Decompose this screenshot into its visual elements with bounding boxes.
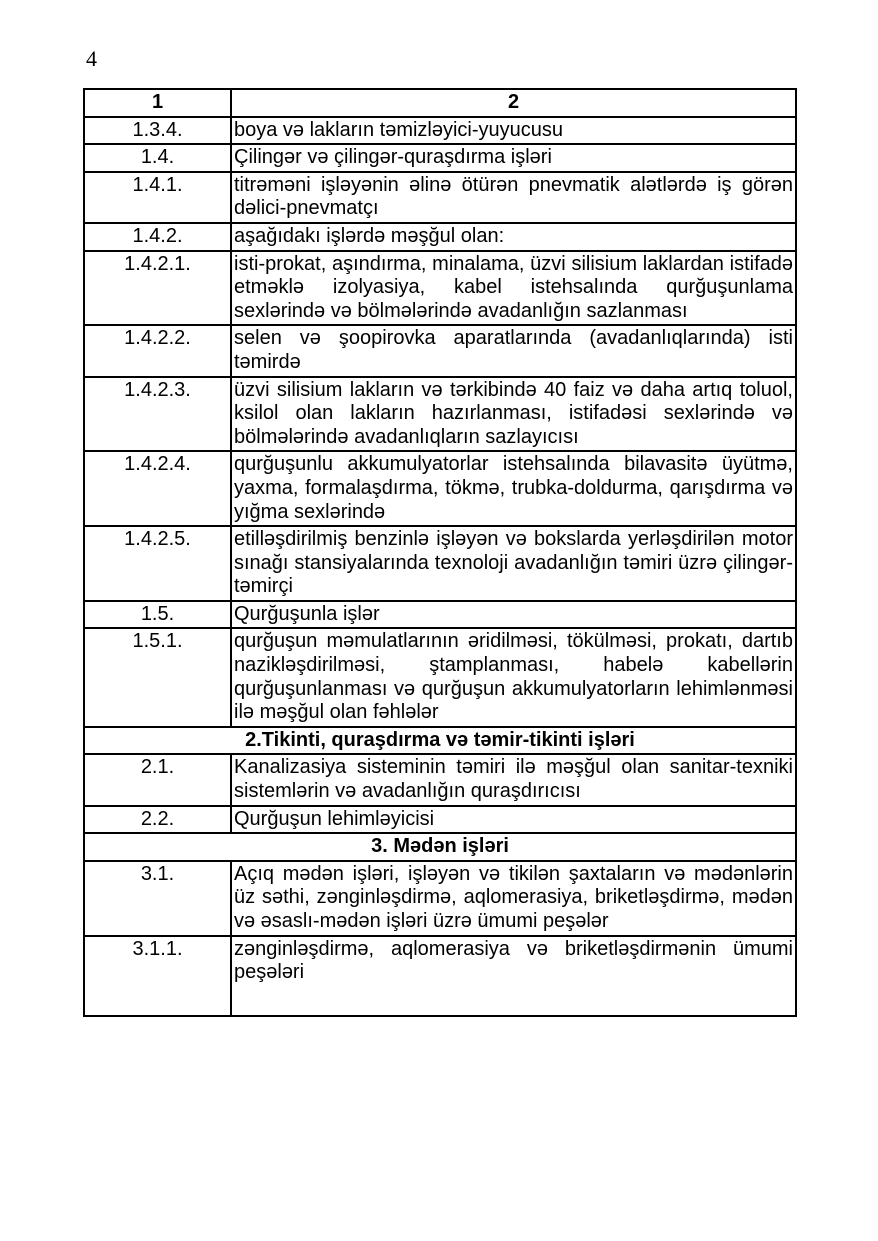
row-text-cell: boya və lakların təmizləyici-yuyucusu bbox=[231, 117, 796, 145]
table-row bbox=[84, 144, 796, 172]
column-header-1: 1 bbox=[84, 89, 231, 117]
table-row bbox=[84, 172, 796, 223]
table-row bbox=[84, 628, 796, 726]
row-text-cell: qurğuşunlu akkumulyatorlar istehsalında bilavasitə üyütmə, yaxma, formalaşdırma, tökmə, trubka-doldurma, qarışdırma və yığma sexlərində bbox=[231, 451, 796, 526]
classification-table bbox=[83, 88, 797, 1017]
row-number-cell: 1.3.4. bbox=[84, 117, 231, 145]
table-row bbox=[84, 325, 796, 376]
row-text-cell: titrəməni işləyənin əlinə ötürən pnevmatik alətlərdə iş görən dəlici-pnevmatçı bbox=[231, 172, 796, 223]
table-row bbox=[84, 377, 796, 452]
column-header-2: 2 bbox=[231, 89, 796, 117]
table-row bbox=[84, 754, 796, 805]
table-row bbox=[84, 451, 796, 526]
section-header-cell: 3. Mədən işləri bbox=[84, 833, 796, 861]
section-header-row bbox=[84, 727, 796, 755]
section-header-row bbox=[84, 833, 796, 861]
row-number-cell: 1.4.2.3. bbox=[84, 377, 231, 452]
row-text-cell: Çilingər və çilingər-quraşdırma işləri bbox=[231, 144, 796, 172]
table-row bbox=[84, 526, 796, 601]
row-text-cell: selen və şoopirovka aparatlarında (avadanlıqlarında) isti təmirdə bbox=[231, 325, 796, 376]
row-text-cell: Kanalizasiya sisteminin təmiri ilə məşğul olan sanitar-texniki sistemlərin və avadanlığın quraşdırıcısı bbox=[231, 754, 796, 805]
row-number-cell: 1.4.1. bbox=[84, 172, 231, 223]
page-number: 4 bbox=[86, 46, 97, 71]
row-number-cell: 1.4.2.1. bbox=[84, 251, 231, 326]
row-text-cell: Qurğuşunla işlər bbox=[231, 601, 796, 629]
row-text-cell: zənginləşdirmə, aqlomerasiya və briketləşdirmənin ümumi peşələri bbox=[231, 936, 796, 1016]
row-number-cell: 3.1.1. bbox=[84, 936, 231, 1016]
row-text-cell: Açıq mədən işləri, işləyən və tikilən şaxtaların və mədənlərin üz səthi, zənginləşdirmə, aqlomerasiya, briketləşdirmə, mədən və əsaslı-mədən işləri üzrə ümumi peşələr bbox=[231, 861, 796, 936]
table-row bbox=[84, 601, 796, 629]
row-number-cell: 1.4.2.5. bbox=[84, 526, 231, 601]
table-row bbox=[84, 117, 796, 145]
row-number-cell: 1.4. bbox=[84, 144, 231, 172]
row-text-cell: aşağıdakı işlərdə məşğul olan: bbox=[231, 223, 796, 251]
table-row bbox=[84, 861, 796, 936]
row-number-cell: 2.1. bbox=[84, 754, 231, 805]
row-number-cell: 1.5. bbox=[84, 601, 231, 629]
row-text-cell: qurğuşun məmulatlarının əridilməsi, tökülməsi, prokatı, dartıb nazikləşdirilməsi, ştamplanması, habelə kabellərin qurğuşunlanması və qurğuşun akkumulyatorların lehimlənməsi ilə məşğul olan fəhlələr bbox=[231, 628, 796, 726]
row-text-cell: üzvi silisium lakların və tərkibində 40 faiz və daha artıq toluol, ksilol olan lakların hazırlanması, istifadəsi sexlərində və bölmələrində avadanlıqların sazlayıcısı bbox=[231, 377, 796, 452]
table-row bbox=[84, 806, 796, 834]
row-text-cell: isti-prokat, aşındırma, minalama, üzvi silisium laklardan istifadə etməklə izolyasiya, kabel istehsalında qurğuşunlama sexlərində və bölmələrində avadanlığın sazlanması bbox=[231, 251, 796, 326]
table-row bbox=[84, 251, 796, 326]
table-header-row bbox=[84, 89, 796, 117]
row-number-cell: 1.4.2.2. bbox=[84, 325, 231, 376]
row-text-cell: etilləşdirilmiş benzinlə işləyən və bokslarda yerləşdirilən motor sınağı stansiyalarında texnoloji avadanlığın təmiri üzrə çilingər-təmirçi bbox=[231, 526, 796, 601]
row-text-cell: Qurğuşun lehimləyicisi bbox=[231, 806, 796, 834]
section-header-cell: 2.Tikinti, quraşdırma və təmir-tikinti işləri bbox=[84, 727, 796, 755]
table-row bbox=[84, 936, 796, 1016]
row-number-cell: 2.2. bbox=[84, 806, 231, 834]
row-number-cell: 3.1. bbox=[84, 861, 231, 936]
row-number-cell: 1.4.2. bbox=[84, 223, 231, 251]
table-row bbox=[84, 223, 796, 251]
row-number-cell: 1.4.2.4. bbox=[84, 451, 231, 526]
row-number-cell: 1.5.1. bbox=[84, 628, 231, 726]
